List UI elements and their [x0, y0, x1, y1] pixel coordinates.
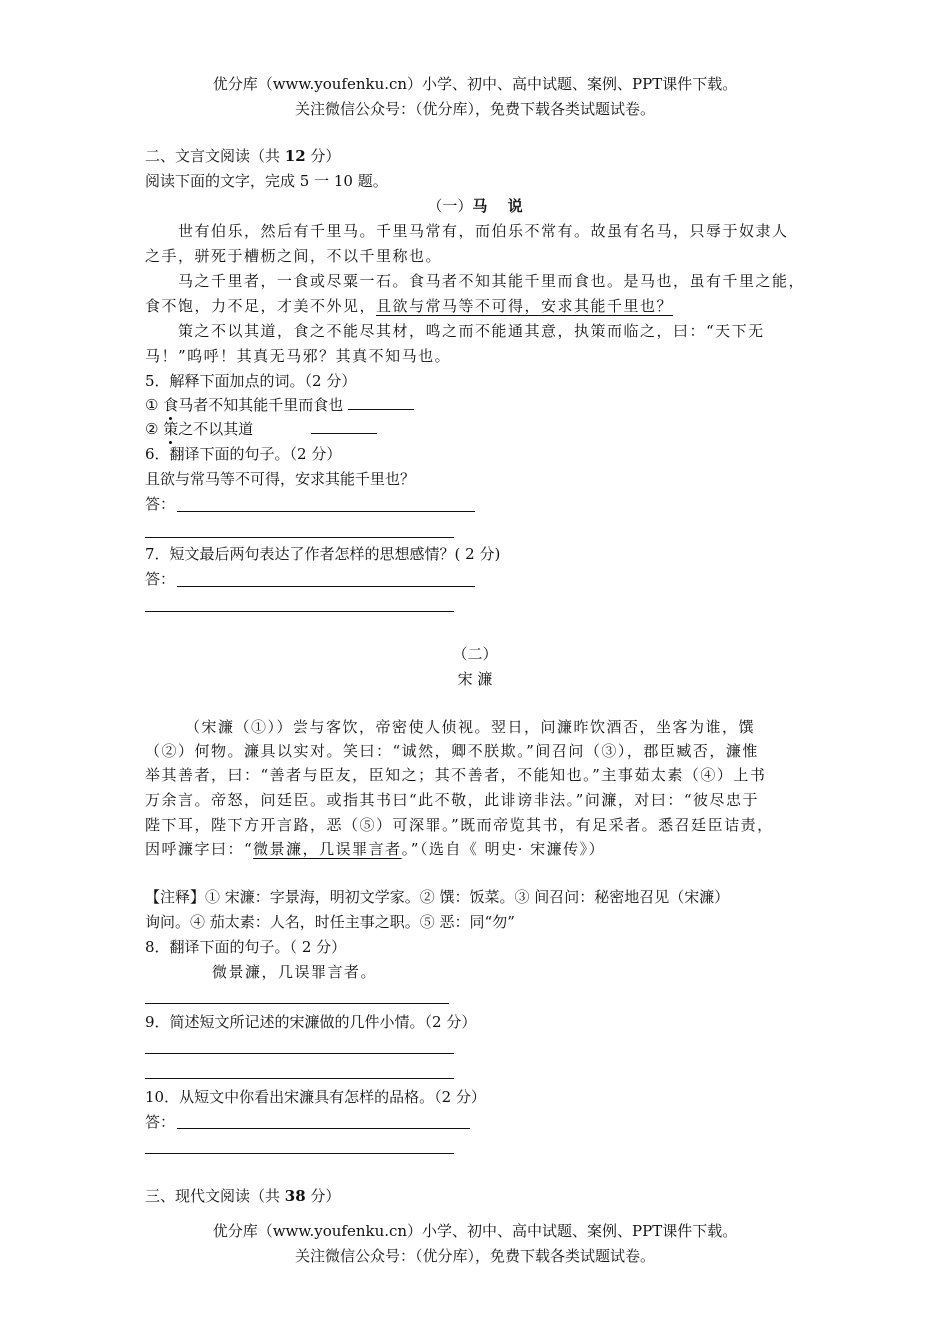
- passage-2-line-6-a: 因呼濂字曰：“: [145, 840, 254, 858]
- passage-1-number: （一）: [427, 197, 473, 215]
- question-7-answer-line-2[interactable]: [145, 611, 454, 612]
- q5-item-2-post: 之不以其道: [178, 420, 254, 438]
- question-7-answer-label: 答：: [145, 570, 176, 588]
- question-10-answer-line-2[interactable]: [145, 1153, 454, 1154]
- passage-1-p2-l1: 马之千里者，一食或尽粟一石。食马者不知其能千里而食也。是马也，虽有千里之能，: [178, 272, 806, 290]
- question-9-stem: 9．简述短文所记述的宋濂做的几件小情。（2 分）: [145, 1013, 477, 1031]
- section-3-title: [145, 1185, 340, 1207]
- footer-line-1: 优分库（www.youfenku.cn）小学、初中、高中试题、案例、PPT课件下载。: [212, 1222, 738, 1240]
- section-2-title: [145, 145, 340, 167]
- question-6-answer-line-2[interactable]: [145, 537, 454, 538]
- passage-1-p2-l2: [145, 295, 673, 317]
- passage-2-number: （二）: [452, 645, 498, 663]
- passage-2-line-1: （宋濂（①））尝与客饮，帝密使人侦视。翌日，问濂昨饮酒否，坐客为谁，馔: [185, 718, 756, 736]
- q5-item-2-dotted-word: 策: [163, 420, 179, 438]
- q5-item-1-post: 马者不知其能千里而食也: [178, 396, 344, 414]
- passage-2-line-6: [145, 838, 605, 860]
- question-6-answer-line-1[interactable]: [177, 511, 475, 512]
- q5-item-1-blank[interactable]: [348, 393, 414, 410]
- question-5-item-2: [145, 417, 377, 440]
- section-3-title-post: 分）: [305, 1187, 341, 1205]
- passage-2-line-4: 万余言。帝怒，问廷臣。或指其书曰“此不敬，此诽谤非法。”问濂，对曰：“彼尽忠于: [145, 791, 760, 809]
- section-3-score: 38: [284, 1187, 306, 1205]
- header-line-1: 优分库（www.youfenku.cn）小学、初中、高中试题、案例、PPT课件下载。: [212, 75, 738, 93]
- question-9-answer-line-2[interactable]: [145, 1078, 454, 1079]
- passage-1-title: [0, 195, 950, 217]
- section-2-title-pre: 二、文言文阅读（共: [145, 147, 285, 165]
- passage-2-underlined-sentence: 微景濂，几误罪言者: [253, 840, 402, 858]
- section-2-title-post: 分）: [305, 147, 341, 165]
- passage-2-line-3: 举其善者，曰：“善者与臣友，臣知之；其不善者，不能知也。”主事茹太素（④）上书: [145, 766, 767, 784]
- passage-1-name: 马 说: [472, 197, 523, 215]
- passage-1-underlined-sentence: 且欲与常马等不可得，安求其能千里也？: [376, 297, 674, 315]
- q5-item-1-dotted-word: 食: [163, 396, 179, 414]
- footer-line-2: 关注微信公众号：（优分库），免费下载各类试题试卷。: [294, 1247, 655, 1265]
- question-10-answer-label: 答：: [145, 1113, 176, 1131]
- passage-1-p1-l2: 之手，骈死于槽枥之间，不以千里称也。: [145, 247, 443, 265]
- question-8-stem: 8．翻译下面的句子。（ 2 分）: [145, 938, 347, 956]
- question-7-answer-line-1[interactable]: [177, 586, 475, 587]
- question-6-answer-label: 答：: [145, 495, 176, 513]
- question-6-stem: 6．翻译下面的句子。（2 分）: [145, 445, 342, 463]
- question-5-stem: 5．解释下面加点的词。（2 分）: [145, 372, 357, 390]
- section-2-instruction: 阅读下面的文字，完成 5 一 10 题。: [145, 172, 388, 190]
- question-6-sentence: 且欲与常马等不可得，安求其能千里也？: [145, 470, 416, 488]
- passage-1-p1-l1: 世有伯乐，然后有千里马。千里马常有，而伯乐不常有。故虽有名马，只辱于奴隶人: [178, 222, 789, 240]
- passage-2-line-5: 陛下耳，陛下方开言路，恶（⑤）可深罪。”既而帝览其书，有足采者。悉召廷臣诘责，: [145, 816, 774, 834]
- q5-item-2-pre: ②: [145, 420, 164, 438]
- question-8-sentence: 微景濂，几误罪言者。: [212, 963, 378, 981]
- passage-1-p3-l2: 马！”呜呼！其真无马邪？其真不知马也。: [145, 347, 452, 365]
- question-9-answer-line-1[interactable]: [145, 1053, 454, 1054]
- question-5-item-1: [145, 393, 414, 416]
- passage-1-p3-l1: 策之不以其道，食之不能尽其材，鸣之而不能通其意，执策而临之，曰：“天下无: [178, 322, 765, 340]
- question-8-answer-line[interactable]: [145, 1003, 449, 1004]
- q5-item-1-pre: ①: [145, 396, 164, 414]
- question-10-answer-line-1[interactable]: [177, 1128, 470, 1129]
- passage-2-title: 宋 濂: [457, 670, 493, 688]
- header-line-2: 关注微信公众号：（优分库），免费下载各类试题试卷。: [294, 100, 655, 118]
- question-10-stem: 10．从短文中你看出宋濂具有怎样的品格。（2 分）: [145, 1088, 486, 1106]
- passage-2-line-2: （②）何物。濂具以实对。笑曰：“诚然，卿不朕欺。”间召问（③），郡臣臧否，濂惟: [145, 742, 759, 760]
- section-3-title-pre: 三、现代文阅读（共: [145, 1187, 285, 1205]
- section-2-score: 12: [284, 147, 306, 165]
- q5-item-2-blank[interactable]: [311, 417, 377, 434]
- passage-1-p2-l2-a: 食不饱，力不足，才美不外见，: [145, 297, 377, 315]
- passage-2-line-6-c: 。”（选自《 明史· 宋濂传》）: [401, 840, 606, 858]
- notes-line-1: 【注释】① 宋濂：字景海，明初文学家。② 馔：饭菜。③ 间召问：秘密地召见（宋濂）: [145, 888, 730, 906]
- question-7-stem: 7．短文最后两句表达了作者怎样的思想感情？( 2 分): [145, 545, 501, 563]
- notes-line-2: 询问。④ 茄太素：人名，时任主事之职。⑤ 恶：同“勿”: [145, 913, 515, 931]
